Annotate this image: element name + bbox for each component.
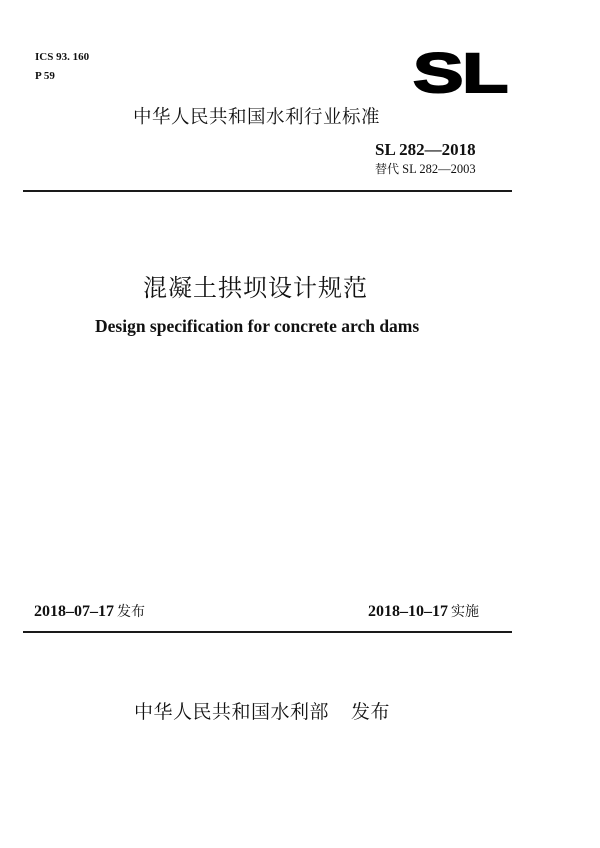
standard-number: SL 282—2018 bbox=[375, 140, 476, 159]
document-title-chinese: 混凝土拱坝设计规范 bbox=[143, 274, 368, 302]
issue-date-line bbox=[34, 601, 145, 621]
issue-label: 发布 bbox=[117, 604, 145, 620]
standard-type: 中华人民共和国水利行业标准 bbox=[133, 107, 381, 128]
replaces-label: 替代 bbox=[375, 162, 400, 176]
implementation-date-line bbox=[368, 601, 479, 621]
ics-code: ICS 93. 160 bbox=[35, 51, 90, 63]
implementation-label: 实施 bbox=[451, 604, 479, 620]
document-title-english: Design specification for concrete arch dams bbox=[95, 316, 420, 336]
category-code: P 59 bbox=[35, 70, 55, 82]
implementation-date: 2018–10–17 bbox=[368, 603, 448, 620]
top-divider bbox=[23, 190, 512, 192]
publisher-line bbox=[134, 697, 390, 724]
replaces-line bbox=[375, 160, 476, 177]
publish-label: 发布 bbox=[351, 701, 391, 723]
publisher-name: 中华人民共和国水利部 bbox=[134, 701, 330, 723]
bottom-divider bbox=[23, 631, 512, 633]
sl-logo: SL bbox=[413, 41, 507, 104]
issue-date: 2018–07–17 bbox=[34, 603, 114, 620]
replaces-number: SL 282—2003 bbox=[402, 162, 476, 176]
